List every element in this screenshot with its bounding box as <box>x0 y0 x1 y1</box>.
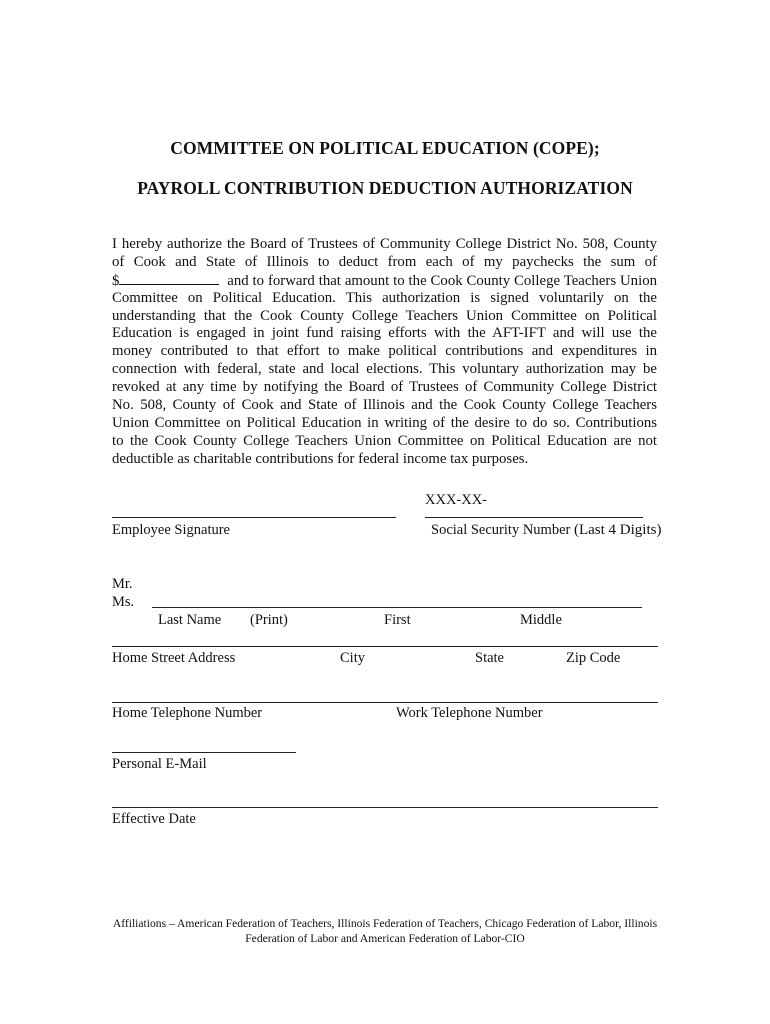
paragraph-line: I hereby authorize the Board of Trustees of Community College District No. 508, County <box>112 236 657 252</box>
ssn-prefix: XXX-XX- <box>425 492 488 508</box>
state-label: State <box>475 650 504 666</box>
paragraph-line: of Cook and State of Illinois to deduct from each of my paychecks the sum of <box>112 253 657 270</box>
city-label: City <box>340 650 365 666</box>
paragraph-line: Committee on Political Education. This authorization is signed voluntarily on the <box>112 289 657 306</box>
form-subtitle: PAYROLL CONTRIBUTION DEDUCTION AUTHORIZATION <box>137 178 633 198</box>
paragraph-line: to the Cook County College Teachers Union Committee on Political Education are not <box>112 432 657 449</box>
last-name-label: Last Name <box>158 612 222 628</box>
effective-date-line[interactable] <box>112 807 658 808</box>
print-note: (Print) <box>250 612 288 628</box>
paragraph-line: Union Committee on Political Education in writing of the desire to do so. Contributions <box>112 414 657 431</box>
employee-signature-line[interactable] <box>112 517 396 518</box>
paragraph-line: revoked at any time by notifying the Board of Trustees of Community College District <box>112 379 657 396</box>
zip-code-label: Zip Code <box>566 650 621 666</box>
paragraph-line: No. 508, County of Cook and State of Illinois and the Cook County College Teachers <box>112 397 657 414</box>
paragraph-line-text: and to forward that amount to the Cook County College Teachers Union <box>227 272 657 289</box>
home-address-line[interactable] <box>112 646 658 647</box>
ssn-note: (Last 4 Digits) <box>573 522 662 538</box>
form-title: COMMITTEE ON POLITICAL EDUCATION (COPE); <box>170 138 600 158</box>
paragraph-line: connection with federal, state and local elections. This voluntary authorization may be <box>112 361 657 378</box>
personal-email-label: Personal E-Mail <box>112 756 207 772</box>
authorization-paragraph <box>112 236 657 469</box>
paragraph-line-amount <box>112 272 657 290</box>
paragraph-line: deductible as charitable contributions for federal income tax purposes. <box>112 450 529 467</box>
ssn-label <box>431 522 661 539</box>
paragraph-line: understanding that the Cook County College Teachers Union Committee on Political <box>112 307 657 324</box>
ssn-line[interactable] <box>425 517 643 518</box>
affiliations-footer-line2: Federation of Labor and American Federation of Labor-CIO <box>245 932 525 945</box>
effective-date-label: Effective Date <box>112 811 196 827</box>
employee-signature-label: Employee Signature <box>112 522 230 538</box>
affiliations-footer-line1: Affiliations – American Federation of Teachers, Illinois Federation of Teachers, Chicago Federation of Labor, Illinois <box>112 917 658 930</box>
paragraph-line: money contributed to that effort to make political contributions and expenditures in <box>112 343 657 360</box>
mr-label: Mr. <box>112 576 133 592</box>
home-street-label: Home Street Address <box>112 650 236 666</box>
amount-blank-field[interactable] <box>119 272 219 285</box>
middle-name-label: Middle <box>520 612 562 628</box>
paragraph-line: Education is engaged in joint fund raising efforts with the AFT-IFT and will use the <box>112 325 657 342</box>
currency-symbol: $ <box>112 272 120 289</box>
email-line[interactable] <box>112 752 296 753</box>
first-name-label: First <box>384 612 411 628</box>
telephone-line[interactable] <box>112 702 658 703</box>
work-telephone-label: Work Telephone Number <box>396 705 543 721</box>
home-telephone-label: Home Telephone Number <box>112 705 263 721</box>
ssn-label-text: Social Security Number <box>431 522 571 538</box>
name-line[interactable] <box>152 607 642 608</box>
ms-label: Ms. <box>112 594 135 610</box>
